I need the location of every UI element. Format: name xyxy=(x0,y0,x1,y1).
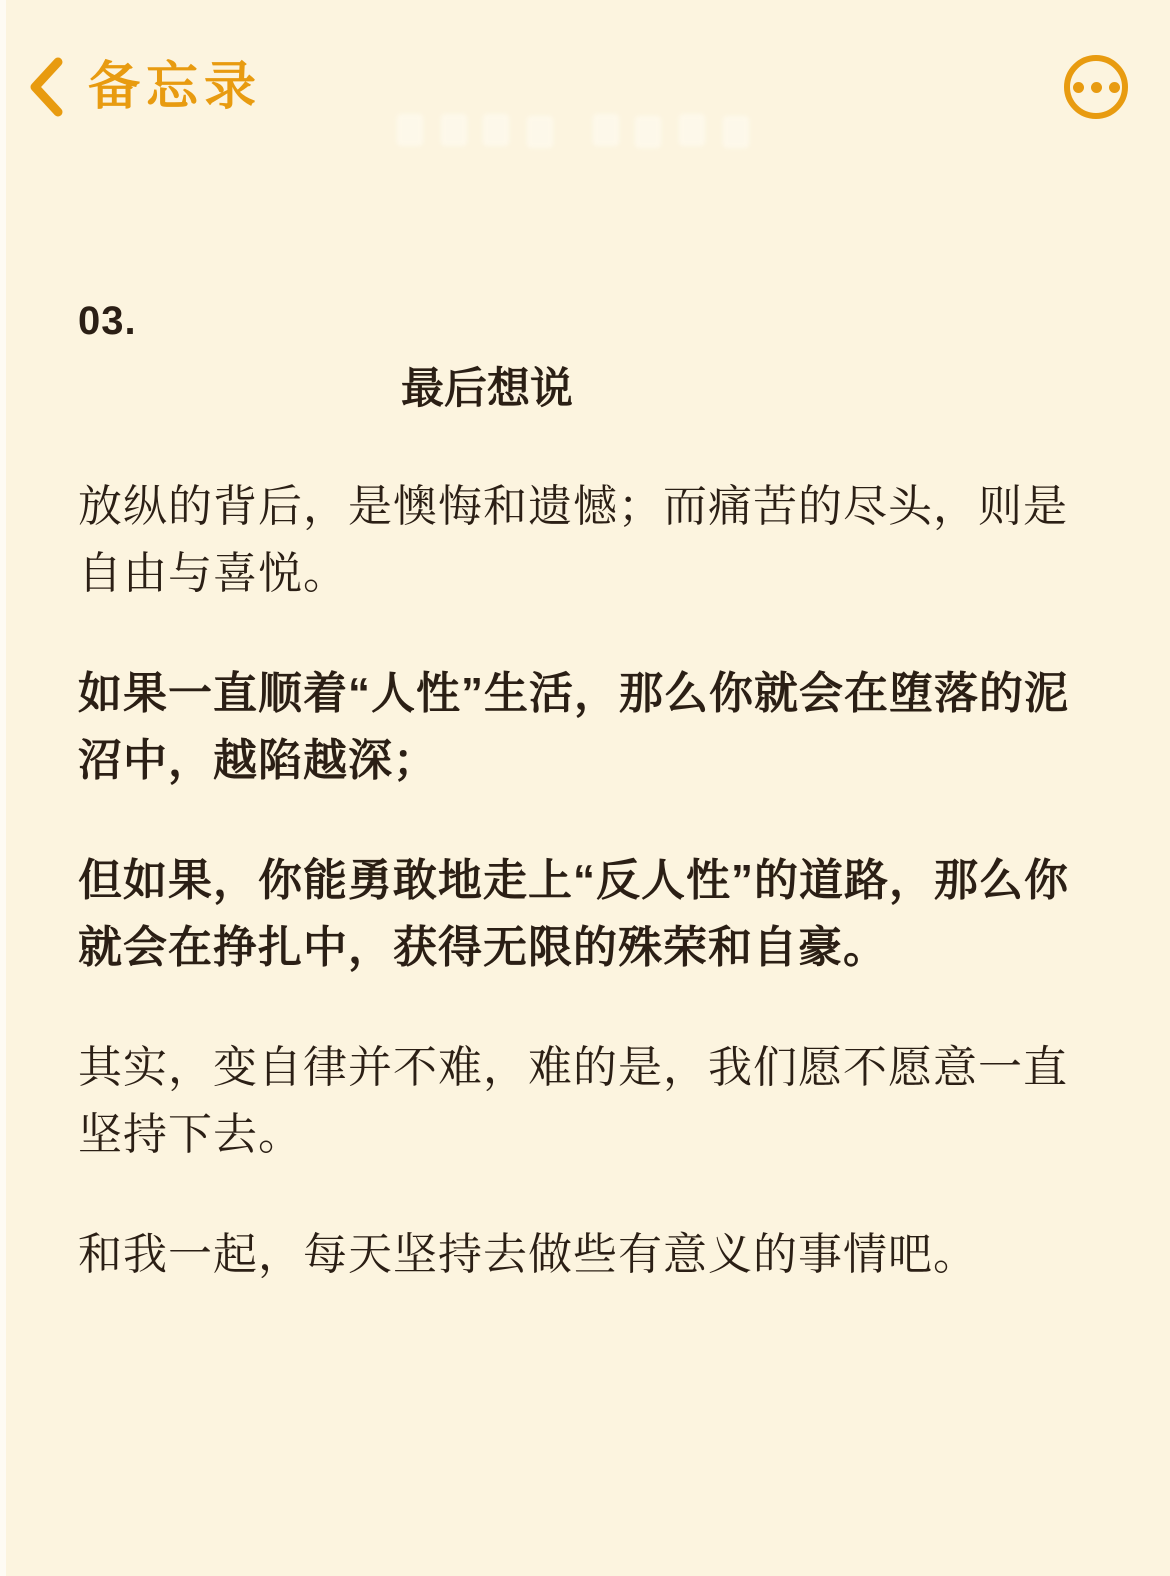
ellipsis-circle-icon[interactable] xyxy=(1064,55,1128,119)
note-paragraph: 其实，变自律并不难，难的是，我们愿不愿意一直坚持下去。 xyxy=(78,1043,1068,1159)
ellipsis-dot xyxy=(1073,82,1084,93)
note-content[interactable] xyxy=(0,287,1170,1341)
back-button[interactable] xyxy=(28,57,262,117)
ellipsis-dot xyxy=(1091,82,1102,93)
chevron-left-icon xyxy=(28,57,64,117)
section-number: 03. xyxy=(78,299,137,343)
back-button-label: 备忘录 xyxy=(88,58,263,116)
note-paragraphs xyxy=(78,473,1092,1288)
note-paragraph: 和我一起，每天坚持去做些有意义的事情吧。 xyxy=(78,1230,978,1279)
nav-bar xyxy=(0,52,1170,122)
note-paragraph: 放纵的背后，是懊悔和遗憾；而痛苦的尽头，则是自由与喜悦。 xyxy=(78,482,1068,598)
note-paragraph: 如果一直顺着“人性”生活，那么你就会在堕落的泥沼中，越陷越深； xyxy=(78,669,1069,785)
ellipsis-dot xyxy=(1109,82,1120,93)
note-paragraph: 但如果，你能勇敢地走上“反人性”的道路，那么你就会在挣扎中，获得无限的殊荣和自豪。 xyxy=(78,856,1069,972)
section-title: 最后想说 xyxy=(401,365,573,413)
